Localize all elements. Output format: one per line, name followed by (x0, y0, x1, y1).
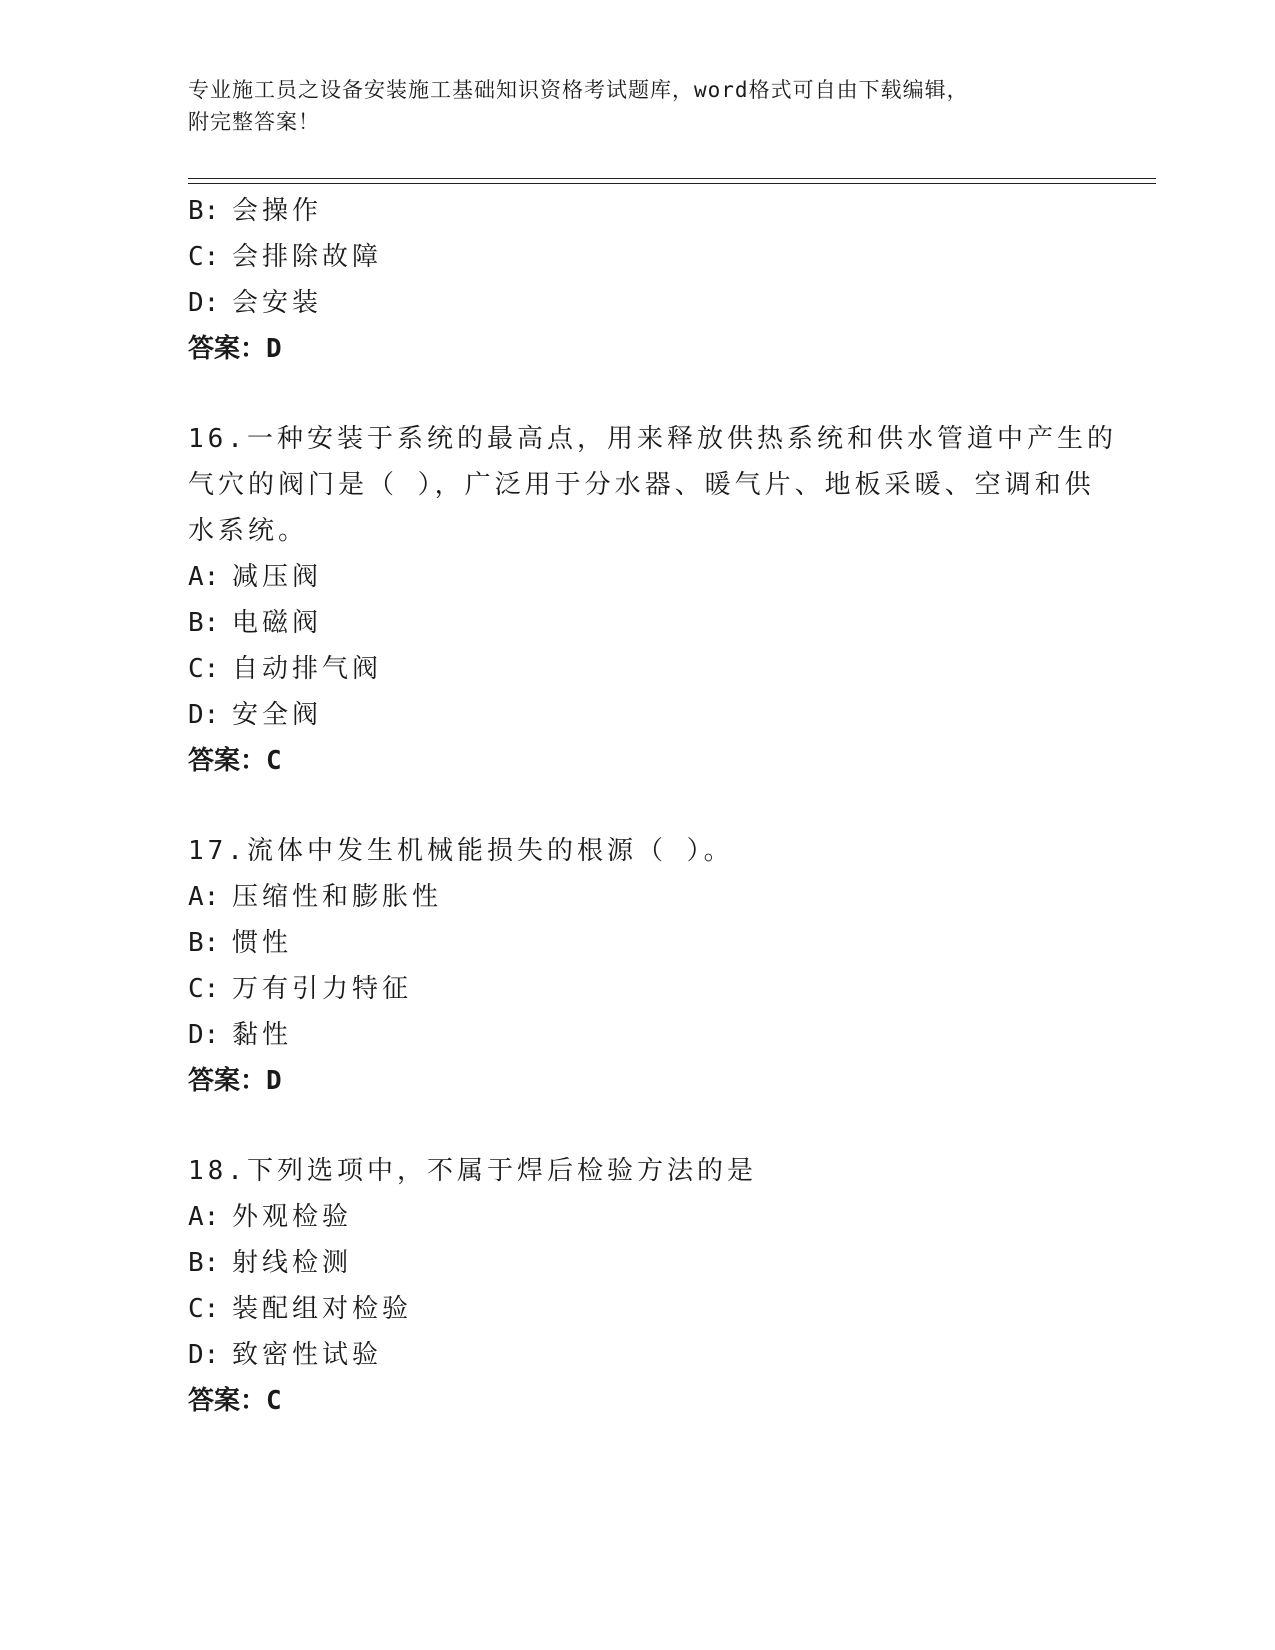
option-letter: B: (188, 928, 220, 958)
option-letter: D: (188, 288, 220, 318)
answer-line (188, 1378, 1088, 1424)
option-text: 惯性 (232, 928, 293, 958)
answer-option (188, 1286, 1088, 1332)
question-spacer (188, 1104, 1088, 1148)
answer-value: D (266, 334, 282, 364)
option-text: 射线检测 (232, 1248, 353, 1278)
option-letter: C: (188, 1294, 220, 1324)
header-divider-top (188, 178, 1156, 179)
answer-value: D (266, 1066, 282, 1096)
option-letter: D: (188, 1020, 220, 1050)
option-letter: A: (188, 562, 220, 592)
answer-line (188, 738, 1088, 784)
option-text: 自动排气阀 (232, 654, 383, 684)
option-text: 会操作 (232, 196, 323, 226)
answer-option (188, 966, 1088, 1012)
answer-value: C (266, 746, 282, 776)
option-letter: A: (188, 882, 220, 912)
answer-option (188, 692, 1088, 738)
answer-option (188, 1194, 1088, 1240)
question-stem-line: 18.下列选项中，不属于焊后检验方法的是 (188, 1156, 757, 1186)
answer-option (188, 1012, 1088, 1058)
option-text: 减压阀 (232, 562, 323, 592)
answer-option (188, 1240, 1088, 1286)
question-stem-line: 16.一种安装于系统的最高点，用来释放供热系统和供水管道中产生的 (188, 424, 1117, 454)
option-text: 会安装 (232, 288, 323, 318)
option-text: 万有引力特征 (232, 974, 413, 1004)
option-text: 安全阀 (232, 700, 323, 730)
question-stem-line: 17.流体中发生机械能损失的根源（ ）。 (188, 836, 734, 866)
answer-option (188, 234, 1088, 280)
answer-line (188, 326, 1088, 372)
answer-label: 答案： (188, 334, 267, 364)
answer-option (188, 920, 1088, 966)
option-letter: C: (188, 974, 220, 1004)
question-spacer (188, 784, 1088, 828)
option-letter: D: (188, 1340, 220, 1370)
answer-label: 答案： (188, 1066, 267, 1096)
option-letter: D: (188, 700, 220, 730)
answer-label: 答案： (188, 746, 267, 776)
option-letter: B: (188, 608, 220, 638)
question-block (188, 188, 1088, 372)
answer-label: 答案： (188, 1386, 267, 1416)
header-divider-bottom (188, 183, 1156, 184)
option-letter: B: (188, 196, 220, 226)
option-letter: A: (188, 1202, 220, 1232)
question-spacer (188, 372, 1088, 416)
question-stem-line: 气穴的阀门是（ ），广泛用于分水器、暖气片、地板采暖、空调和供 (188, 470, 1095, 500)
answer-line (188, 1058, 1088, 1104)
answer-option (188, 554, 1088, 600)
option-text: 外观检验 (232, 1202, 353, 1232)
header-line-2: 附完整答案！ (188, 110, 320, 134)
question-block (188, 416, 1117, 784)
option-text: 黏性 (232, 1020, 293, 1050)
option-text: 致密性试验 (232, 1340, 383, 1370)
answer-option (188, 874, 1088, 920)
option-letter: B: (188, 1248, 220, 1278)
question-block (188, 1148, 1088, 1424)
header-line-1: 专业施工员之设备安装施工基础知识资格考试题库，word格式可自由下载编辑， (188, 78, 969, 102)
option-letter: C: (188, 654, 220, 684)
document-header (188, 74, 1068, 138)
option-text: 电磁阀 (232, 608, 323, 638)
answer-option (188, 646, 1088, 692)
option-letter: C: (188, 242, 220, 272)
question-block (188, 828, 1088, 1104)
option-text: 压缩性和膨胀性 (232, 882, 443, 912)
option-text: 会排除故障 (232, 242, 383, 272)
answer-value: C (266, 1386, 282, 1416)
question-stem-line: 水系统。 (188, 516, 309, 546)
answer-option (188, 280, 1088, 326)
question-list (188, 188, 1117, 1424)
option-text: 装配组对检验 (232, 1294, 413, 1324)
answer-option (188, 188, 1088, 234)
answer-option (188, 1332, 1088, 1378)
answer-option (188, 600, 1088, 646)
